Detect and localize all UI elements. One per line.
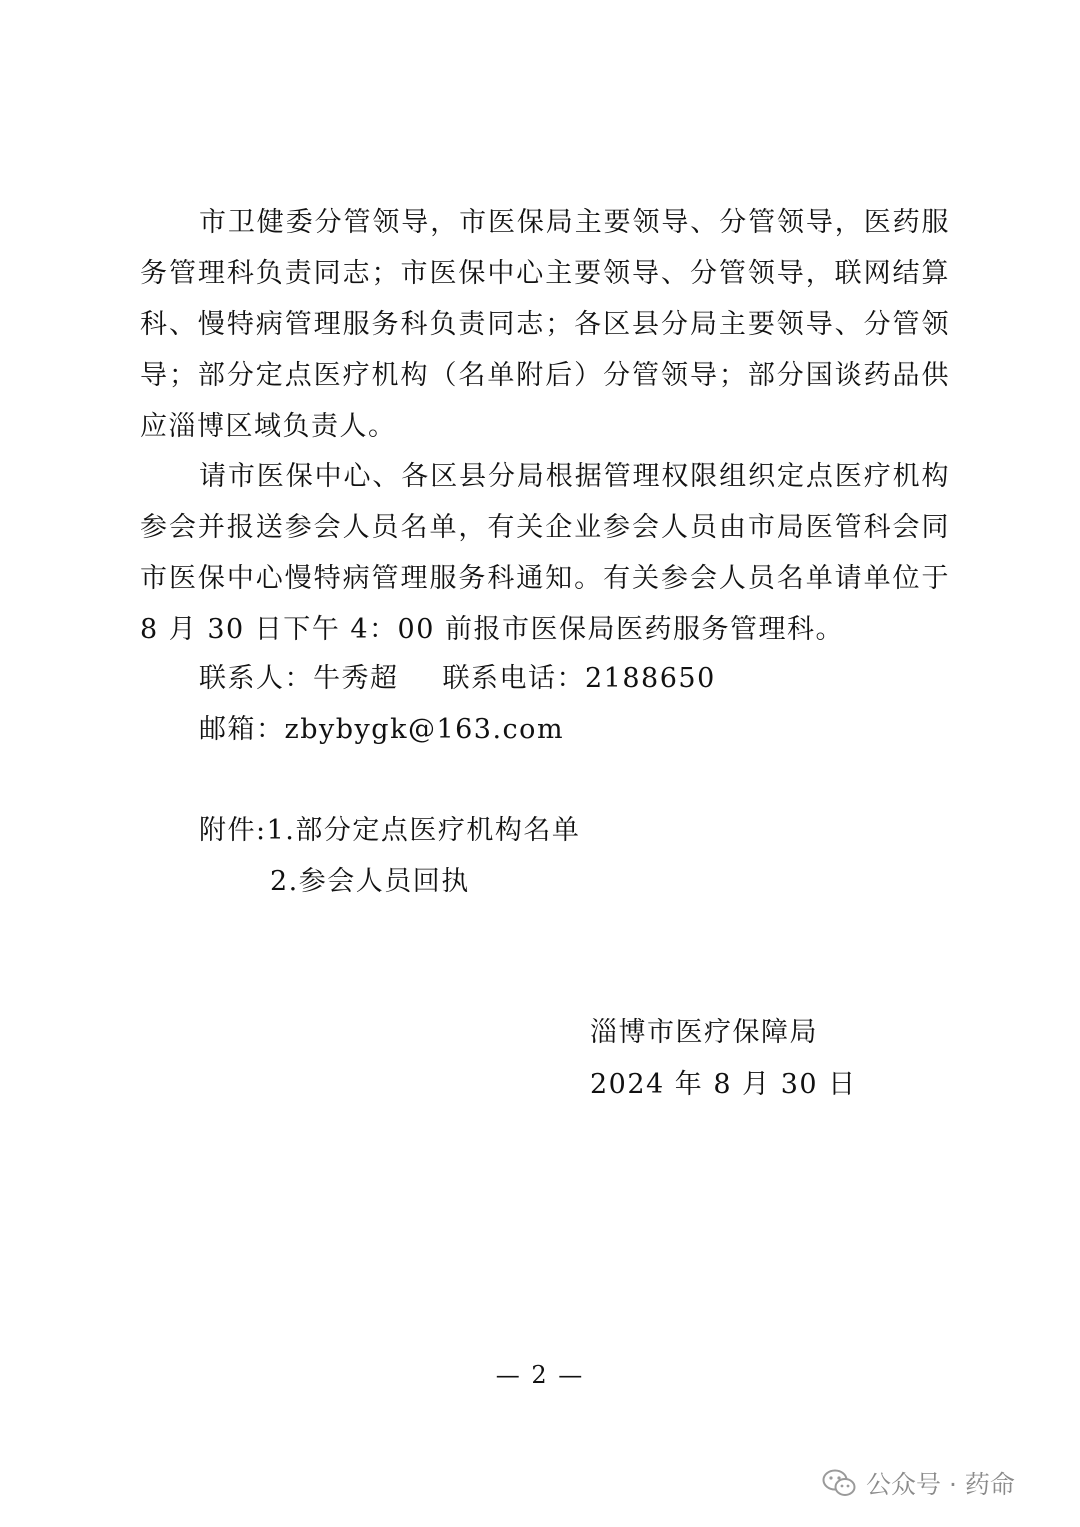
instructions-paragraph: 请市医保中心、各区县分局根据管理权限组织定点医疗机构参会并报送参会人员名单，有关企业参会人员由市局医管科会同市医保中心慢特病管理服务科通知。有关参会人员名单请单位于8 月 30 日下午 4：00 前报市医保局医药服务管理科。 [140,461,950,645]
attachment-item-1: 附件:1.部分定点医疗机构名单 [199,815,581,846]
contact-line [199,659,716,699]
issuer-name: 淄博市医疗保障局 [590,1017,818,1048]
issue-date: 2024 年 8 月 30 日 [590,1069,857,1100]
contact-email: 邮箱：zbybygk@163.com [199,714,565,745]
watermark-text: 公众号 · 药命 [866,1470,1015,1499]
watermark [822,1463,1015,1503]
recipients-paragraph: 市卫健委分管领导，市医保局主要领导、分管领导，医药服务管理科负责同志；市医保中心主要领导、分管领导，联网结算科、慢特病管理服务科负责同志；各区县分局主要领导、分管领导；部分定点医疗机构（名单附后）分管领导；部分国谈药品供应淄博区域负责人。 [140,207,950,442]
page-number: — 2 — [495,1361,585,1389]
contact-phone: 联系电话：2188650 [442,663,716,694]
contact-person: 联系人：牛秀超 [199,663,399,694]
attachment-item-2: 2.参会人员回执 [270,866,470,897]
wechat-icon [822,1468,856,1498]
